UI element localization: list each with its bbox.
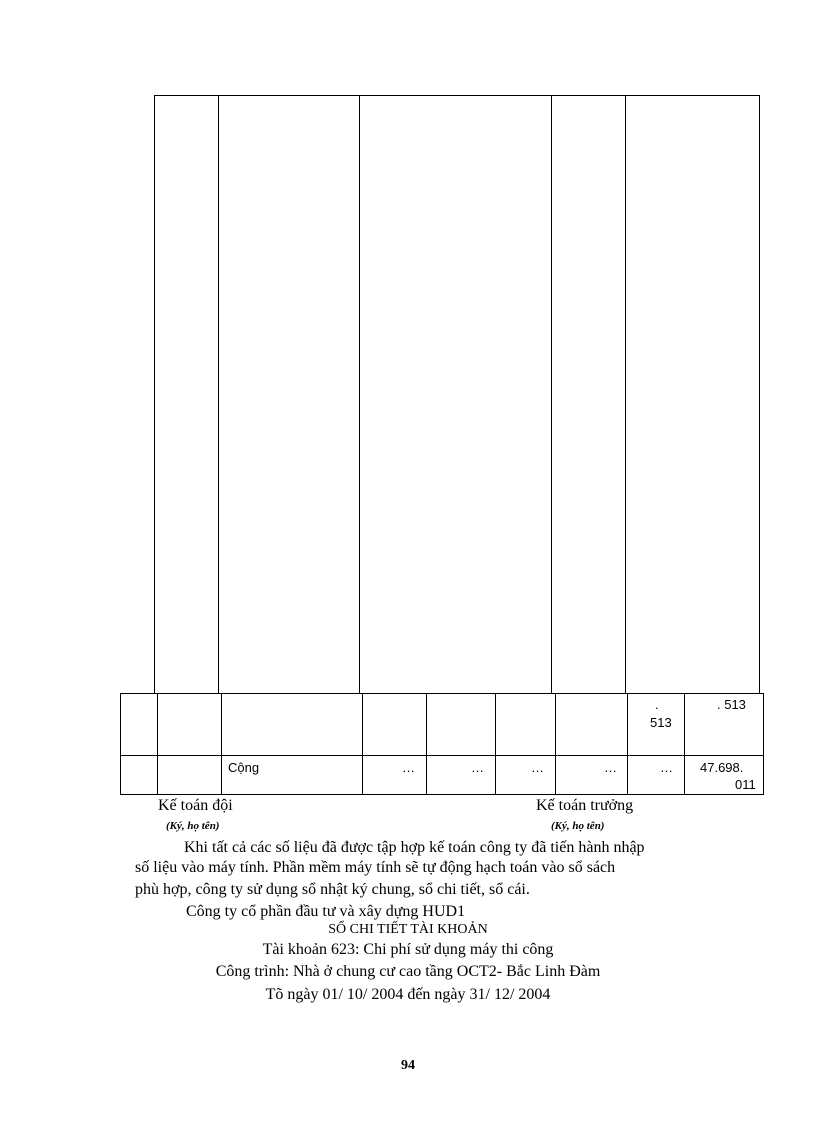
ledger-project: Công trình: Nhà ở chung cư cao tầng OCT2- Bắc Linh Đàm (215, 963, 601, 980)
right-signature-title: Kế toán trưởng (536, 797, 634, 814)
row2-ellipsis-4: … (604, 760, 617, 775)
row1-total-value: . 513 (717, 697, 746, 712)
row1-amount-value: 513 (650, 715, 672, 730)
ledger-account: Tài khoản 623: Chi phí sử dụng máy thi công (262, 941, 554, 958)
row2-ellipsis-1: … (402, 760, 415, 775)
row2-ellipsis-5: … (660, 760, 673, 775)
row2-total-top: 47.698. (700, 760, 744, 775)
company-name: Công ty cổ phần đầu tư và xây dựng HUD1 (186, 903, 466, 920)
row2-ellipsis-3: … (531, 760, 544, 775)
right-signature-note: (Ký, họ tên) (551, 820, 605, 832)
ledger-title: SỔ CHI TIẾT TÀI KHOẢN (328, 922, 488, 937)
paragraph-line-1: Khi tất cả các số liệu đã được tập hợp kế toán công ty đã tiến hành nhập (184, 839, 645, 856)
row2-ellipsis-2: … (471, 760, 484, 775)
row2-description: Cộng (228, 760, 260, 775)
paragraph-line-2: số liệu vào máy tính. Phần mềm máy tính sẽ tự động hạch toán vào sổ sách (135, 859, 616, 876)
left-signature-title: Kế toán đội (158, 797, 233, 814)
left-signature-note: (Ký, họ tên) (166, 820, 220, 832)
paragraph-line-3: phù hợp, công ty sử dụng sổ nhật ký chung, sổ chi tiết, sổ cái. (135, 881, 530, 898)
row2-total-bottom: 011 (735, 777, 756, 792)
row1-amount-dot: . (655, 697, 659, 712)
page-number: 94 (401, 1058, 415, 1073)
ledger-period: Tõ ngày 01/ 10/ 2004 đến ngày 31/ 12/ 2004 (265, 986, 551, 1003)
